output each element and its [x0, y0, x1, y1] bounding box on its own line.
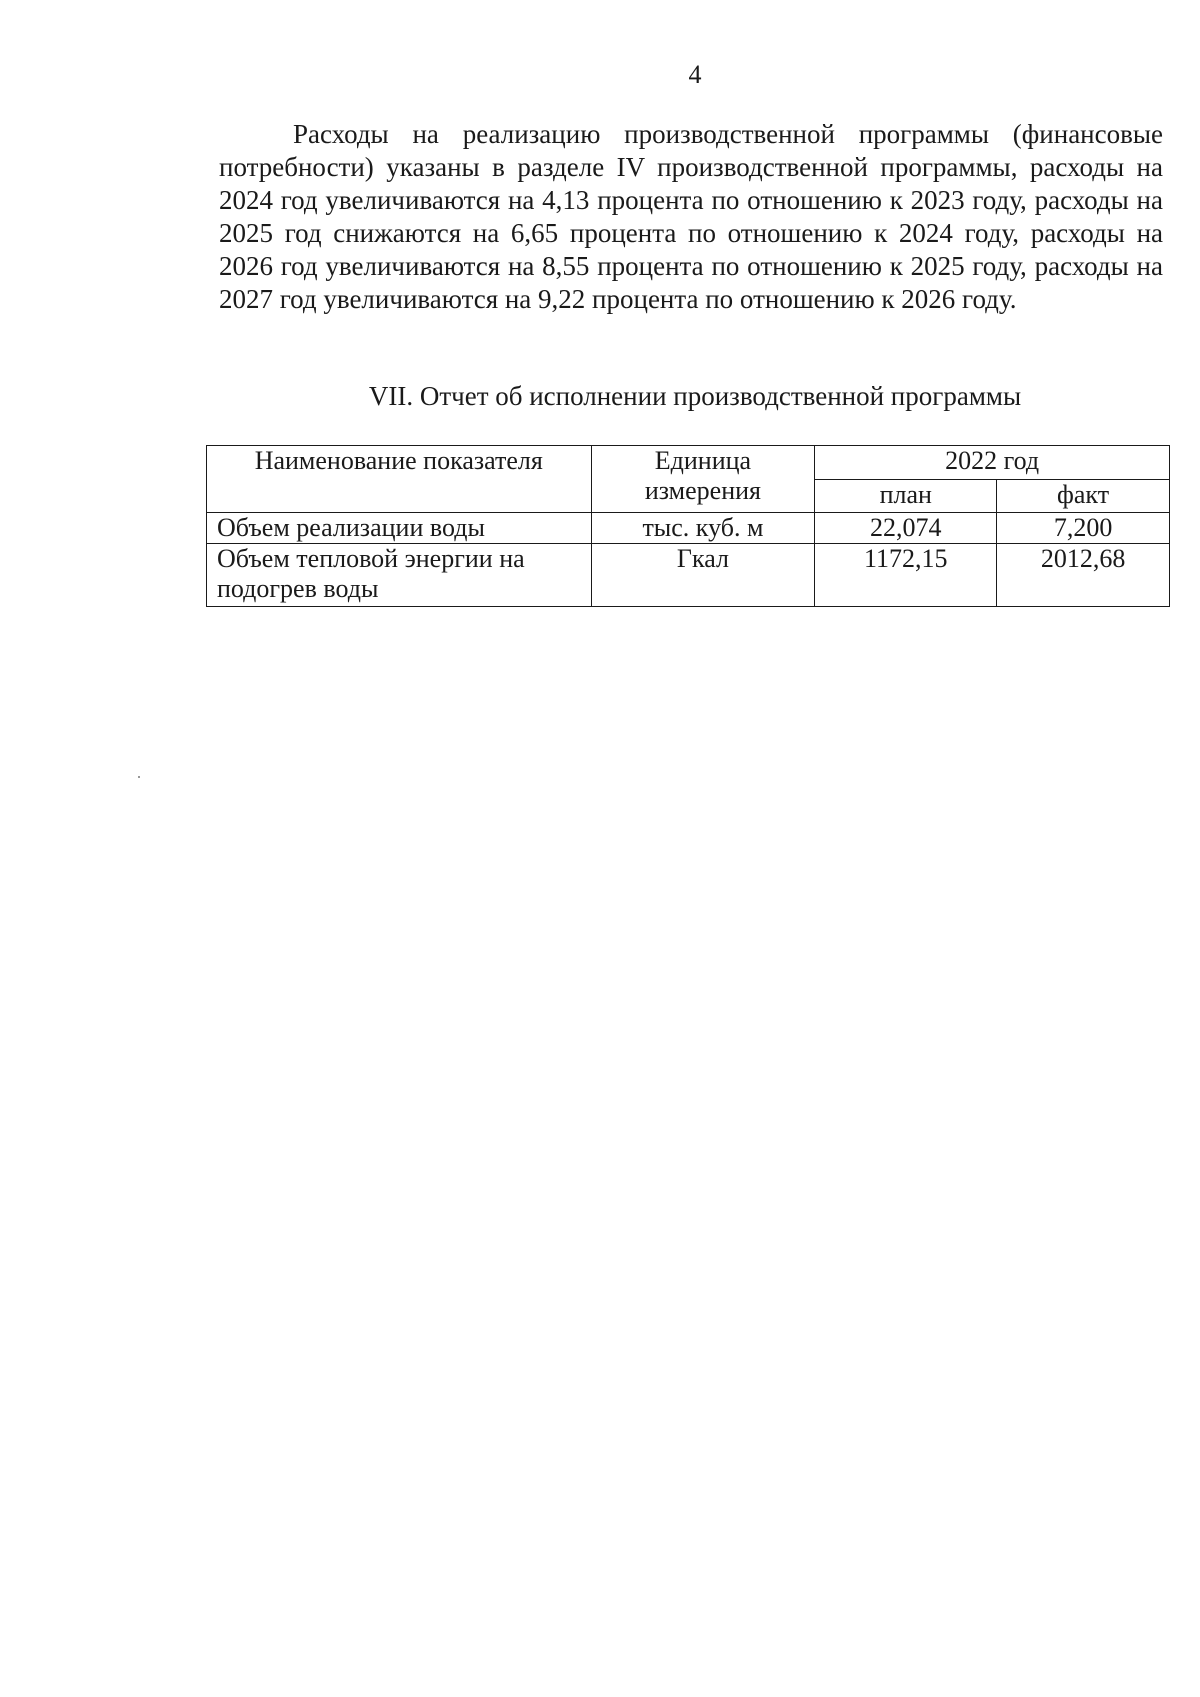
row-plan: 22,074: [815, 513, 997, 544]
table-row: [207, 513, 1170, 544]
row-unit: Гкал: [591, 544, 815, 607]
row-name: Объем реализации воды: [207, 513, 592, 544]
scan-speck: [138, 776, 140, 778]
header-unit: Единица измерения: [591, 446, 815, 513]
row-plan: 1172,15: [815, 544, 997, 607]
page-number: 4: [688, 60, 702, 89]
section-title: VII. Отчет об исполнении производственной программы: [368, 381, 1022, 411]
body-paragraph: Расходы на реализацию производственной программы (финансовые потребности) указаны в разделе IV производственной программы, расходы на 2024 год увеличиваются на 4,13 процента по отношению к 2023 году, расходы на 2025 год снижаются на 6,65 процента по отношению к 2024 году, расходы на 2026 год увеличиваются на 8,55 процента по отношению к 2025 году, расходы на 2027 год увеличиваются на 9,22 процента по отношению к 2026 году.: [219, 119, 1163, 314]
table-row: [207, 544, 1170, 607]
report-table: [206, 445, 1170, 607]
row-fact: 7,200: [997, 513, 1170, 544]
header-year: 2022 год: [815, 446, 1170, 480]
header-plan: план: [815, 479, 997, 513]
header-indicator-name: Наименование показателя: [207, 446, 592, 513]
header-fact: факт: [997, 479, 1170, 513]
row-fact: 2012,68: [997, 544, 1170, 607]
row-unit: тыс. куб. м: [591, 513, 815, 544]
row-name: Объем тепловой энергии на подогрев воды: [207, 544, 592, 607]
